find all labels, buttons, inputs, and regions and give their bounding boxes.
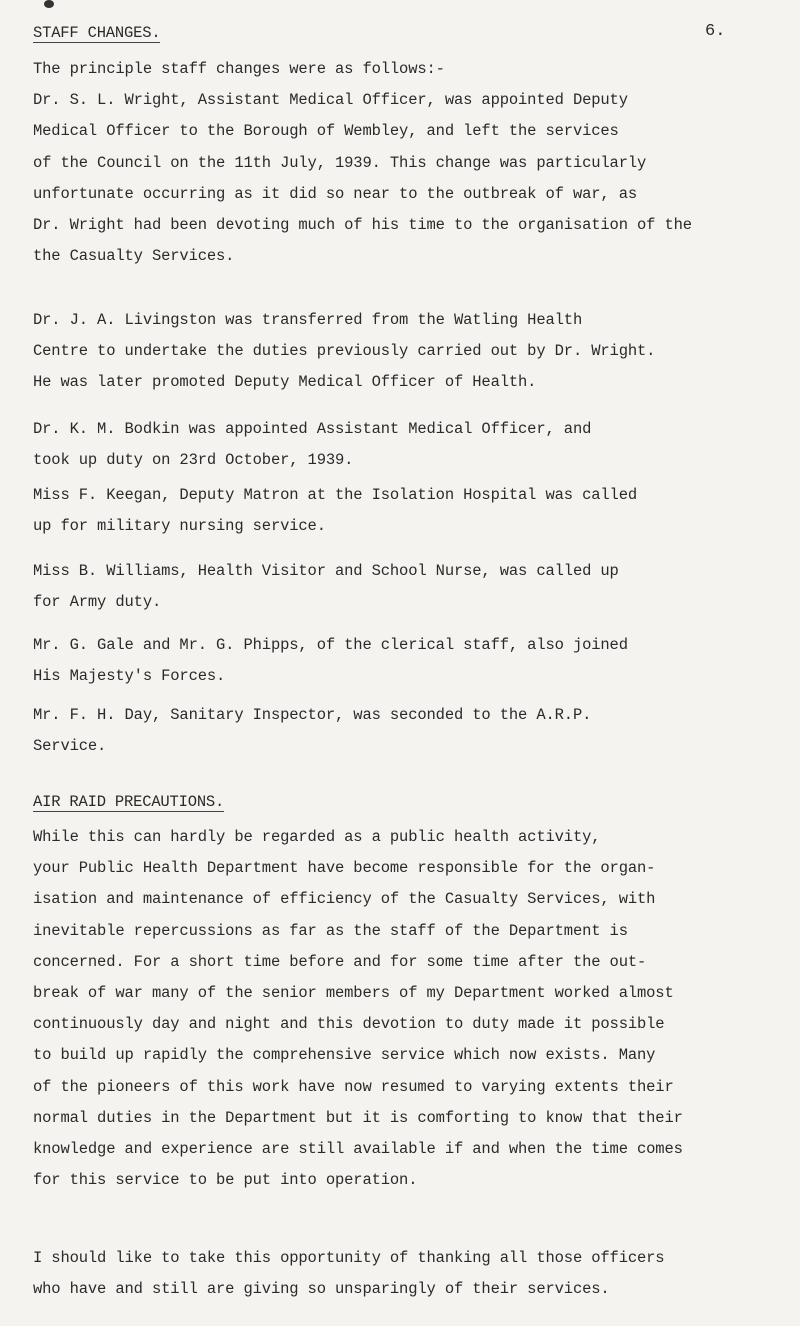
ink-blot-mark <box>44 0 54 8</box>
paragraph-bodkin: Dr. K. M. Bodkin was appointed Assistant Medical Officer, and took up duty on 23rd October, 1939. <box>33 420 592 470</box>
paragraph-day: Mr. F. H. Day, Sanitary Inspector, was seconded to the A.R.P. Service. <box>33 706 592 756</box>
paragraph-air-raid-body: While this can hardly be regarded as a public health activity, your Public Health Department have become responsible for the organ- isation and maintenance of efficiency of the Casualty Services, with inevitable repercussions as far as the staff of the Department is concerned. For a short time before and for some time after the out- break of war many of the senior members of my Department worked almost continuously day and night and this devotion to duty made it possible to build up rapidly the comprehensive service which now exists. Many of the pioneers of this work have now resumed to varying extents their normal duties in the Department but it is comforting to know that their knowledge and experience are still available if and when the time comes for this service to be put into operation. <box>33 828 683 1190</box>
page-number: 6. <box>705 22 726 41</box>
paragraph-williams: Miss B. Williams, Health Visitor and School Nurse, was called up for Army duty. <box>33 562 619 612</box>
paragraph-livingston: Dr. J. A. Livingston was transferred from the Watling Health Centre to undertake the duties previously carried out by Dr. Wright. He was later promoted Deputy Medical Officer of Health. <box>33 311 656 392</box>
paragraph-gale-phipps: Mr. G. Gale and Mr. G. Phipps, of the clerical staff, also joined His Majesty's Forces. <box>33 636 628 686</box>
section-heading-staff-changes: STAFF CHANGES. <box>33 24 161 42</box>
section-heading-air-raid-precautions: AIR RAID PRECAUTIONS. <box>33 793 225 811</box>
paragraph-staff-intro: The principle staff changes were as follows:- Dr. S. L. Wright, Assistant Medical Officer, was appointed Deputy Medical Officer to the Borough of Wembley, and left the services of the Council on the 11th July, 1939. This change was particularly unfortunate occurring as it did so near to the outbreak of war, as Dr. Wright had been devoting much of his time to the organisation of the the Casualty Services. <box>33 60 692 266</box>
paragraph-thanks: I should like to take this opportunity of thanking all those officers who have and still are giving so unsparingly of their services. <box>33 1249 665 1299</box>
paragraph-keegan: Miss F. Keegan, Deputy Matron at the Isolation Hospital was called up for military nursing service. <box>33 486 638 536</box>
